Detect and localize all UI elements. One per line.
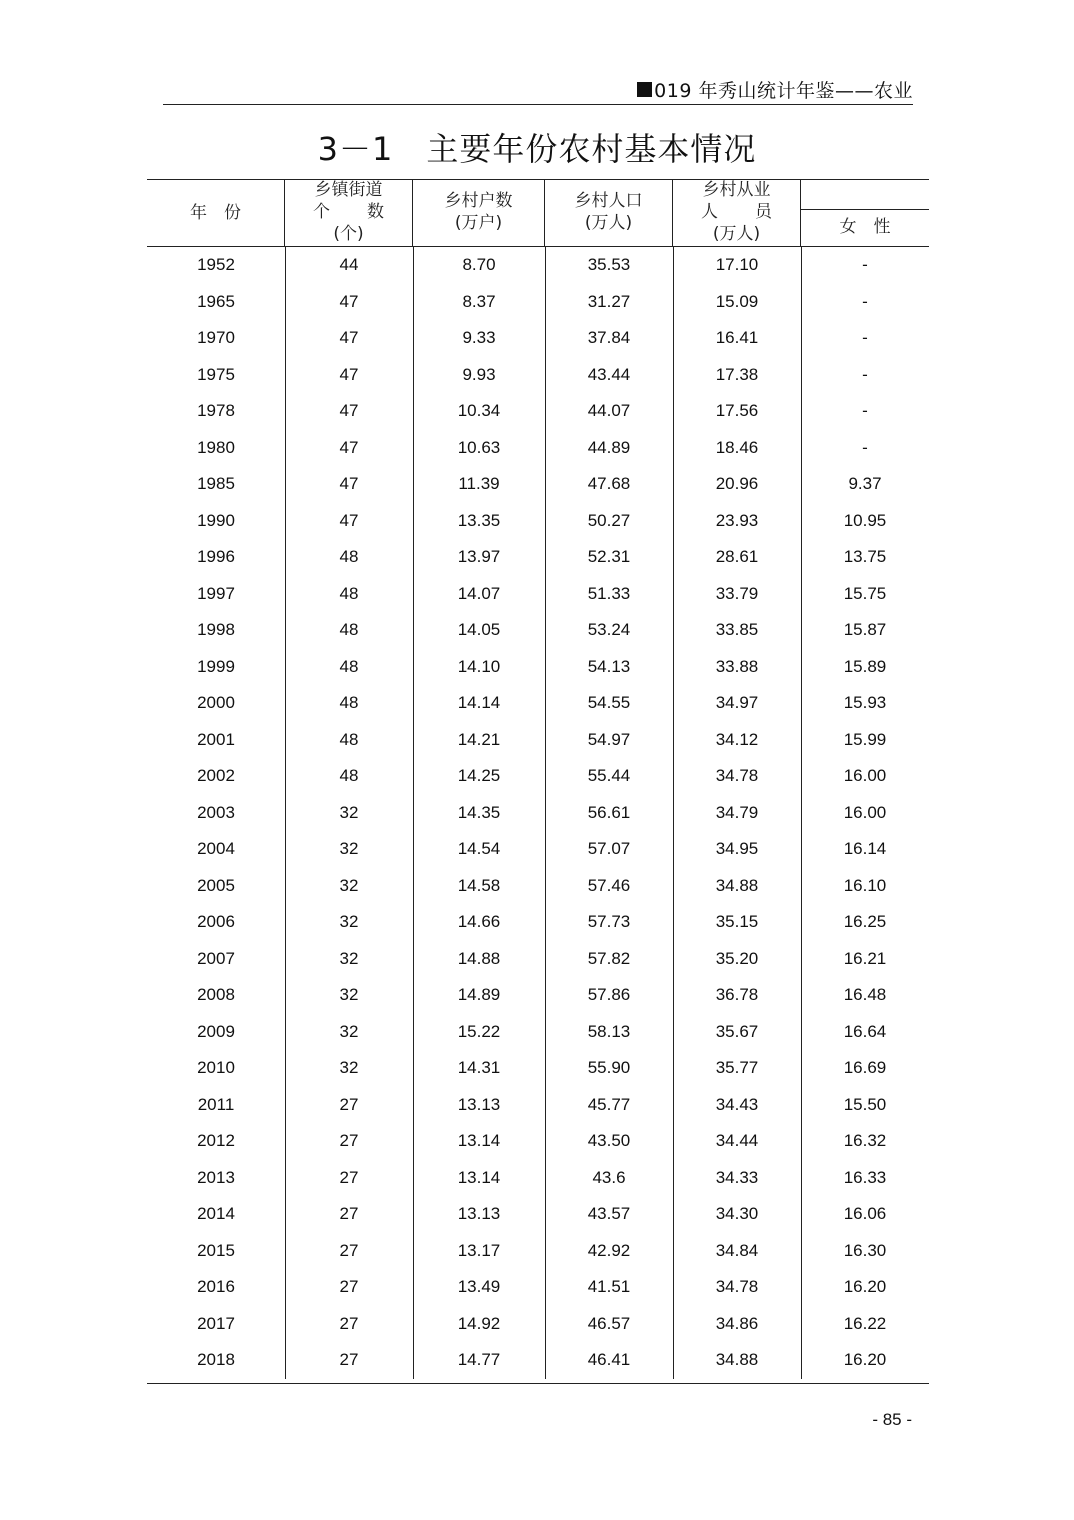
table-row [147, 722, 929, 759]
cell-households: 14.10 [457, 656, 501, 676]
cell-year: 1970 [197, 328, 235, 348]
cell-employed: 34.84 [715, 1240, 759, 1260]
cell-female: 16.48 [843, 985, 887, 1005]
cell-towns: 47 [339, 401, 359, 421]
table-row [147, 1014, 929, 1051]
cell-year: 2009 [197, 1021, 235, 1041]
cell-population: 47.68 [587, 474, 631, 494]
cell-female: 16.32 [843, 1131, 887, 1151]
cell-population: 58.13 [587, 1021, 631, 1041]
cell-population: 57.07 [587, 839, 631, 859]
cell-year: 1952 [197, 255, 235, 275]
cell-year: 2017 [197, 1313, 235, 1333]
cell-year: 2004 [197, 839, 235, 859]
column-divider [801, 247, 802, 1379]
table-row [147, 1342, 929, 1379]
cell-population: 51.33 [587, 583, 631, 603]
table-row [147, 357, 929, 394]
cell-employed: 33.88 [715, 656, 759, 676]
header-towns-char1: 个 [313, 202, 330, 222]
cell-year: 2010 [197, 1058, 235, 1078]
cell-households: 14.31 [457, 1058, 501, 1078]
cell-households: 15.22 [457, 1021, 501, 1041]
cell-employed: 33.79 [715, 583, 759, 603]
header-towns [285, 180, 413, 246]
cell-households: 13.35 [457, 510, 501, 530]
cell-population: 46.41 [587, 1350, 631, 1370]
cell-year: 2011 [197, 1094, 235, 1114]
cell-population: 44.89 [587, 437, 631, 457]
header-text: 2019 年秀山统计年鉴——农业 [641, 80, 913, 102]
column-divider [673, 247, 674, 1379]
cell-households: 13.97 [457, 547, 501, 567]
cell-households: 14.25 [457, 766, 501, 786]
cell-year: 2003 [197, 802, 235, 822]
cell-year: 2000 [197, 693, 235, 713]
cell-towns: 48 [339, 693, 359, 713]
column-divider [545, 247, 546, 1379]
cell-year: 2006 [197, 912, 235, 932]
cell-employed: 23.93 [715, 510, 759, 530]
cell-households: 14.58 [457, 875, 501, 895]
cell-households: 8.37 [462, 291, 496, 311]
table-row [147, 284, 929, 321]
page-header [163, 74, 913, 105]
cell-employed: 17.10 [715, 255, 759, 275]
table-row [147, 649, 929, 686]
cell-population: 57.46 [587, 875, 631, 895]
cell-year: 2002 [197, 766, 235, 786]
cell-population: 31.27 [587, 291, 631, 311]
header-population-label: 乡村人口 [574, 191, 643, 211]
cell-year: 1980 [197, 437, 235, 457]
cell-households: 11.39 [458, 474, 500, 494]
header-year [147, 180, 285, 246]
cell-population: 43.50 [587, 1131, 631, 1151]
cell-population: 37.84 [587, 328, 631, 348]
cell-households: 14.14 [457, 693, 501, 713]
cell-year: 1998 [197, 620, 235, 640]
cell-households: 13.17 [457, 1240, 501, 1260]
cell-year: 1978 [197, 401, 235, 421]
table-row [147, 576, 929, 613]
cell-population: 35.53 [587, 255, 631, 275]
cell-population: 54.13 [587, 656, 631, 676]
cell-female: 16.21 [843, 948, 887, 968]
cell-population: 53.24 [587, 620, 631, 640]
cell-employed: 33.85 [715, 620, 759, 640]
cell-towns: 27 [339, 1277, 359, 1297]
cell-year: 1990 [197, 510, 235, 530]
table-row [147, 466, 929, 503]
cell-female: 15.75 [843, 583, 887, 603]
cell-households: 14.54 [457, 839, 501, 859]
cell-towns: 48 [339, 766, 359, 786]
cell-towns: 47 [339, 328, 359, 348]
cell-towns: 48 [339, 547, 359, 567]
cell-households: 14.21 [457, 729, 501, 749]
cell-households: 10.63 [457, 437, 501, 457]
table-row [147, 1269, 929, 1306]
cell-year: 1965 [197, 291, 235, 311]
column-divider [285, 247, 286, 1379]
cell-female: 16.06 [843, 1204, 887, 1224]
cell-towns: 47 [339, 437, 359, 457]
cell-population: 57.82 [587, 948, 631, 968]
header-towns-line1: 乡镇街道 [314, 180, 383, 200]
cell-employed: 34.86 [715, 1313, 759, 1333]
table-row [147, 247, 929, 284]
cell-female: 15.50 [843, 1094, 887, 1114]
header-employed-unit: (万人) [712, 224, 761, 244]
cell-female: 16.20 [843, 1277, 887, 1297]
cell-employed: 34.97 [715, 693, 759, 713]
cell-female: - [862, 255, 868, 275]
cell-towns: 32 [339, 948, 359, 968]
table-row [147, 868, 929, 905]
table-row [147, 904, 929, 941]
cell-population: 46.57 [587, 1313, 631, 1333]
cell-population: 54.55 [587, 693, 631, 713]
table-row [147, 430, 929, 467]
cell-towns: 44 [339, 255, 359, 275]
cell-towns: 32 [339, 1021, 359, 1041]
cell-households: 13.14 [457, 1131, 501, 1151]
cell-female: 16.20 [843, 1350, 887, 1370]
cell-employed: 36.78 [715, 985, 759, 1005]
cell-towns: 27 [339, 1350, 359, 1370]
cell-employed: 20.96 [715, 474, 759, 494]
cell-population: 50.27 [587, 510, 631, 530]
cell-population: 57.86 [587, 985, 631, 1005]
cell-towns: 47 [339, 510, 359, 530]
statistics-table [147, 179, 929, 1384]
cell-employed: 34.95 [715, 839, 759, 859]
table-row [147, 941, 929, 978]
header-households-unit: (万户) [454, 213, 503, 233]
cell-towns: 48 [339, 583, 359, 603]
cell-employed: 34.12 [715, 729, 759, 749]
cell-households: 14.77 [457, 1350, 501, 1370]
cell-towns: 48 [339, 656, 359, 676]
cell-female: 16.69 [843, 1058, 887, 1078]
table-row [147, 320, 929, 357]
cell-towns: 47 [339, 364, 359, 384]
table-row [147, 393, 929, 430]
cell-households: 9.93 [462, 364, 496, 384]
cell-employed: 15.09 [715, 291, 759, 311]
header-female-label: 女 性 [839, 217, 891, 237]
cell-towns: 27 [339, 1167, 359, 1187]
cell-year: 2012 [197, 1131, 235, 1151]
header-towns-line2 [285, 202, 412, 222]
header-subrule [800, 209, 929, 210]
cell-towns: 27 [339, 1240, 359, 1260]
table-row [147, 758, 929, 795]
cell-population: 54.97 [587, 729, 631, 749]
cell-population: 43.6 [592, 1167, 626, 1187]
cell-year: 2005 [197, 875, 235, 895]
cell-employed: 34.44 [715, 1131, 759, 1151]
cell-households: 13.13 [457, 1094, 501, 1114]
header-households [413, 180, 545, 246]
cell-households: 14.88 [457, 948, 501, 968]
cell-households: 13.49 [457, 1277, 501, 1297]
cell-employed: 34.78 [715, 1277, 759, 1297]
cell-year: 2007 [197, 948, 235, 968]
cell-employed: 35.15 [715, 912, 759, 932]
cell-population: 45.77 [587, 1094, 631, 1114]
cell-female: 10.95 [843, 510, 887, 530]
cell-year: 1996 [197, 547, 235, 567]
cell-year: 2018 [197, 1350, 235, 1370]
cell-employed: 18.46 [715, 437, 759, 457]
header-female [801, 180, 929, 246]
cell-female: 16.64 [843, 1021, 887, 1041]
cell-towns: 27 [339, 1131, 359, 1151]
cell-towns: 32 [339, 839, 359, 859]
table-row [147, 612, 929, 649]
cell-households: 10.34 [457, 401, 501, 421]
header-year-label: 年 份 [190, 203, 241, 223]
cell-employed: 28.61 [715, 547, 759, 567]
cell-employed: 17.56 [715, 401, 759, 421]
cell-towns: 47 [339, 474, 359, 494]
cell-households: 14.92 [457, 1313, 501, 1333]
cell-employed: 34.30 [715, 1204, 759, 1224]
table-body [147, 247, 929, 1379]
cell-employed: 34.79 [715, 802, 759, 822]
cell-employed: 34.88 [715, 1350, 759, 1370]
cell-year: 2016 [197, 1277, 235, 1297]
cell-female: 15.99 [843, 729, 887, 749]
cell-households: 14.66 [457, 912, 501, 932]
table-row [147, 1050, 929, 1087]
cell-households: 13.13 [457, 1204, 501, 1224]
table-header [147, 180, 929, 247]
cell-employed: 34.78 [715, 766, 759, 786]
cell-female: 16.25 [843, 912, 887, 932]
cell-female: 16.14 [843, 839, 887, 859]
header-towns-char2: 数 [367, 202, 384, 222]
cell-female: - [862, 437, 868, 457]
cell-female: 15.87 [843, 620, 887, 640]
cell-female: 16.10 [843, 875, 887, 895]
cell-towns: 32 [339, 985, 359, 1005]
cell-population: 43.57 [587, 1204, 631, 1224]
cell-towns: 32 [339, 912, 359, 932]
cell-households: 14.35 [457, 802, 501, 822]
table-row [147, 831, 929, 868]
header-population-unit: (万人) [584, 213, 633, 233]
cell-year: 1999 [197, 656, 235, 676]
header-employed-line2 [673, 202, 800, 222]
header-employed-char2: 员 [755, 202, 772, 222]
header-population [545, 180, 673, 246]
page-number: - 85 - [872, 1410, 912, 1429]
table-title: 3－1 主要年份农村基本情况 [317, 130, 757, 168]
cell-female: 9.37 [848, 474, 882, 494]
cell-towns: 27 [339, 1313, 359, 1333]
cell-female: 13.75 [843, 547, 887, 567]
cell-employed: 17.38 [715, 364, 759, 384]
cell-year: 1985 [197, 474, 235, 494]
header-employed [673, 180, 801, 246]
header-households-label: 乡村户数 [444, 191, 513, 211]
header-employed-char1: 人 [701, 202, 718, 222]
cell-households: 14.89 [457, 985, 501, 1005]
table-row [147, 685, 929, 722]
table-row [147, 795, 929, 832]
cell-population: 56.61 [587, 802, 631, 822]
cell-female: - [862, 328, 868, 348]
cell-female: 16.00 [843, 766, 887, 786]
cell-year: 1975 [197, 364, 235, 384]
cell-population: 55.90 [587, 1058, 631, 1078]
cell-female: - [862, 291, 868, 311]
column-divider [413, 247, 414, 1379]
cell-towns: 27 [339, 1204, 359, 1224]
cell-female: 16.00 [843, 802, 887, 822]
header-towns-unit: (个) [333, 224, 364, 244]
table-row [147, 1196, 929, 1233]
table-row [147, 503, 929, 540]
cell-towns: 48 [339, 620, 359, 640]
cell-population: 55.44 [587, 766, 631, 786]
cell-towns: 48 [339, 729, 359, 749]
cell-year: 2008 [197, 985, 235, 1005]
table-row [147, 1306, 929, 1343]
cell-employed: 35.20 [715, 948, 759, 968]
cell-year: 2015 [197, 1240, 235, 1260]
cell-employed: 34.33 [715, 1167, 759, 1187]
table-row [147, 539, 929, 576]
cell-towns: 32 [339, 1058, 359, 1078]
table-row [147, 977, 929, 1014]
cell-households: 14.07 [457, 583, 501, 603]
table-row [147, 1233, 929, 1270]
table-row [147, 1087, 929, 1124]
cell-households: 8.70 [462, 255, 496, 275]
table-row [147, 1123, 929, 1160]
cell-female: 15.93 [843, 693, 887, 713]
cell-year: 2013 [197, 1167, 235, 1187]
cell-population: 44.07 [587, 401, 631, 421]
cell-year: 1997 [197, 583, 235, 603]
cell-towns: 47 [339, 291, 359, 311]
cell-female: 15.89 [843, 656, 887, 676]
cell-female: 16.33 [843, 1167, 887, 1187]
cell-households: 14.05 [457, 620, 501, 640]
cell-female: - [862, 364, 868, 384]
cell-female: 16.30 [843, 1240, 887, 1260]
cell-employed: 16.41 [715, 328, 759, 348]
cell-year: 2014 [197, 1204, 235, 1224]
cell-year: 2001 [197, 729, 235, 749]
cell-employed: 34.88 [715, 875, 759, 895]
cell-female: 16.22 [843, 1313, 887, 1333]
cell-households: 13.14 [457, 1167, 501, 1187]
cell-female: - [862, 401, 868, 421]
cell-households: 9.33 [462, 328, 496, 348]
cell-population: 57.73 [587, 912, 631, 932]
cell-population: 43.44 [587, 364, 631, 384]
cell-population: 42.92 [587, 1240, 631, 1260]
cell-population: 41.51 [587, 1277, 631, 1297]
cell-towns: 32 [339, 875, 359, 895]
cell-employed: 35.77 [715, 1058, 759, 1078]
cell-towns: 27 [339, 1094, 359, 1114]
cell-employed: 34.43 [715, 1094, 759, 1114]
header-employed-label: 乡村从业 [702, 180, 771, 200]
cell-towns: 32 [339, 802, 359, 822]
cell-population: 52.31 [587, 547, 631, 567]
cell-employed: 35.67 [715, 1021, 759, 1041]
table-row [147, 1160, 929, 1197]
